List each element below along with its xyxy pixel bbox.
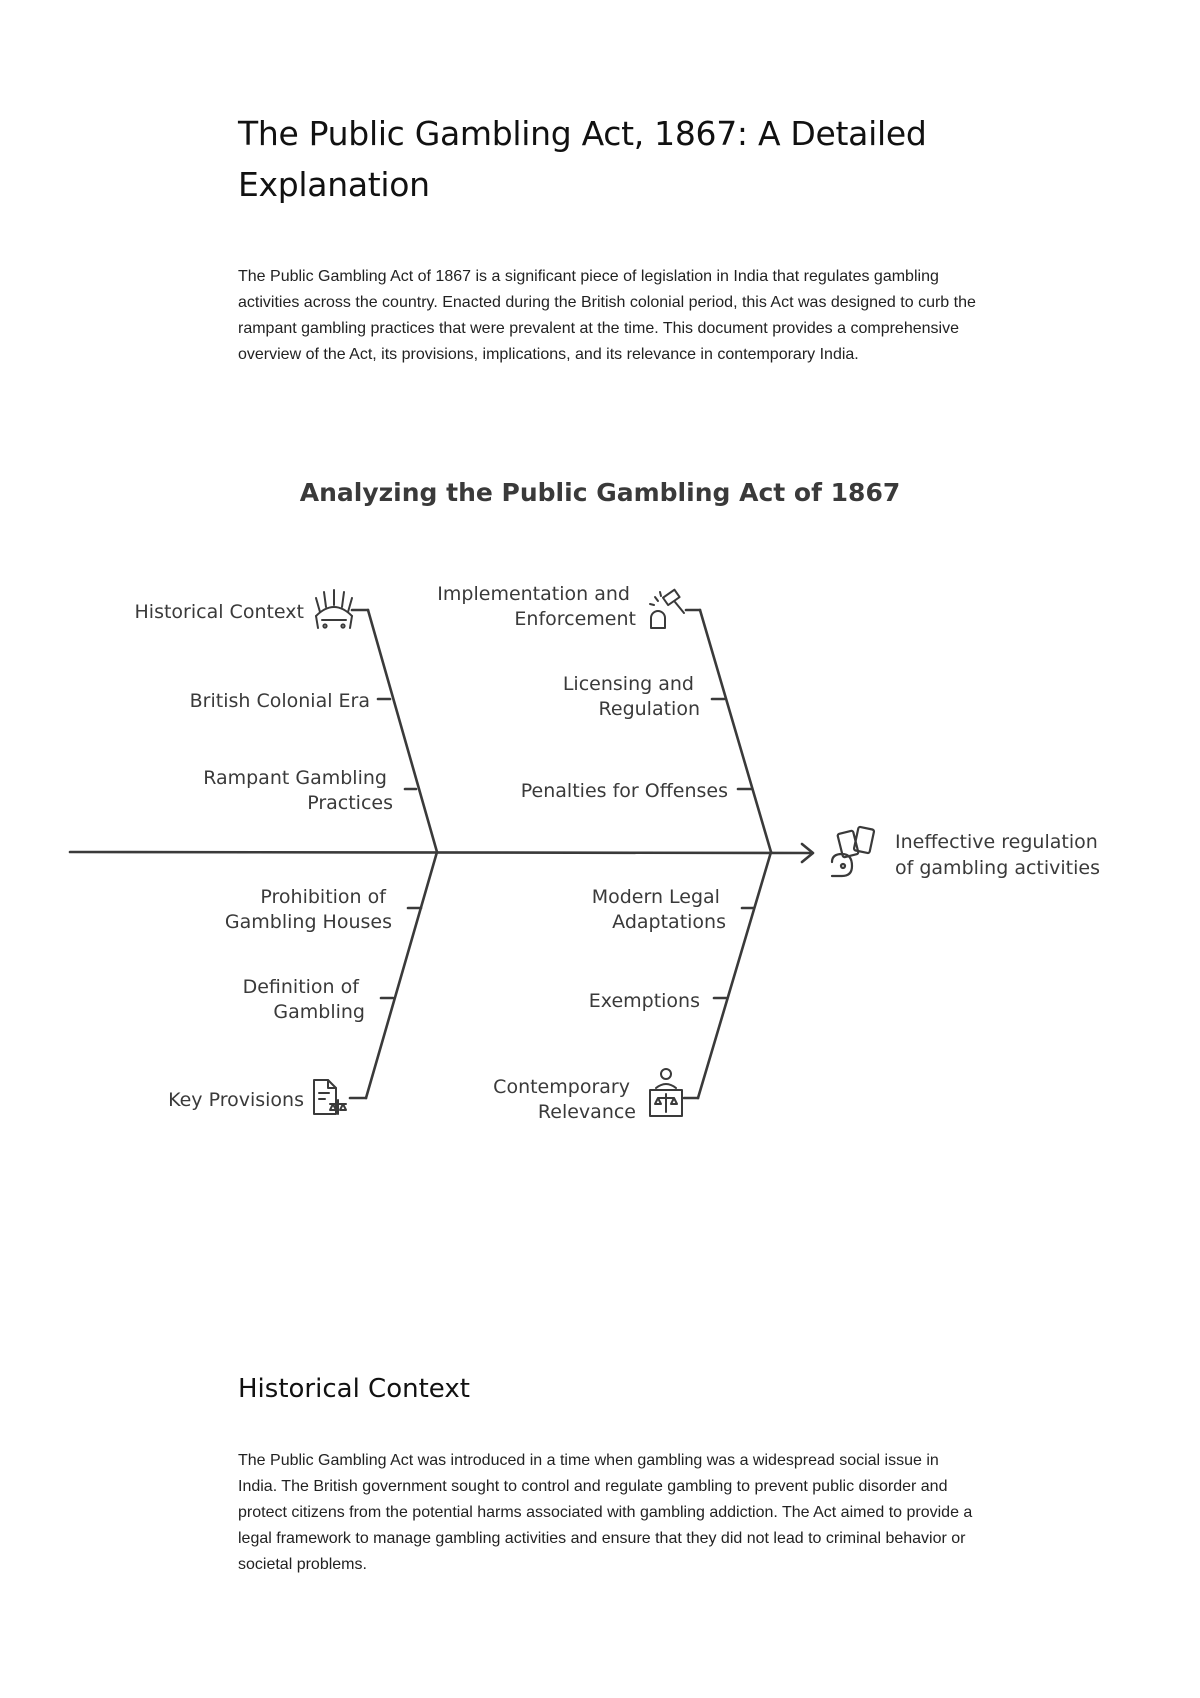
intro-paragraph: The Public Gambling Act of 1867 is a significant piece of legislation in India that regulates gambling activities across the country. Enacted during the British colonial period, this Act was designed to curb the rampant gambling practices that were prevalent at the time. This document provides a comprehensive overview of the Act, its provisions, implications, and its relevance in contemporary India. [238,268,976,363]
cause-licensing: Licensing and Regulation [562,673,700,720]
cause-exemptions: Exemptions [588,990,700,1012]
diagram-title: Analyzing the Public Gambling Act of 1867 [299,478,901,507]
bone-historical-context [368,610,437,852]
document-title: The Public Gambling Act, 1867: A Detailed Explanation [238,114,927,204]
judge-scales-icon [650,1069,682,1116]
cause-prohibition: Prohibition of Gambling Houses [224,886,392,933]
cause-modern-adaptations: Modern Legal Adaptations [591,886,726,933]
effect-label: Ineffective regulation of gambling activities [895,831,1100,879]
legal-document-icon [314,1080,346,1114]
headdress-icon [316,590,352,628]
gavel-icon [650,590,684,628]
cause-penalties: Penalties for Offenses [520,780,728,802]
section-heading: Historical Context [238,1374,470,1404]
bone-implementation [700,610,771,852]
playing-cards-icon [832,827,874,876]
section-paragraph: The Public Gambling Act was introduced in a time when gambling was a widespread social issue in India. The British government sought to control and regulate gambling to prevent public disorder and protect citizens from the potential harms associated with gambling addiction. The Act aimed to provide a legal framework to manage gambling activities and ensure that they did not lead to criminal behavior or societal problems. [238,1452,973,1573]
cause-british-colonial-era: British Colonial Era [189,690,370,712]
spine [70,852,812,853]
category-implementation: Implementation and Enforcement [437,583,636,630]
fishbone-diagram [0,470,1200,1150]
cause-rampant-gambling: Rampant Gambling Practices [203,767,393,814]
category-key-provisions: Key Provisions [168,1089,304,1111]
category-historical-context: Historical Context [134,601,304,623]
cause-definition: Definition of Gambling [242,976,365,1023]
category-contemporary-relevance: Contemporary Relevance [493,1076,636,1123]
